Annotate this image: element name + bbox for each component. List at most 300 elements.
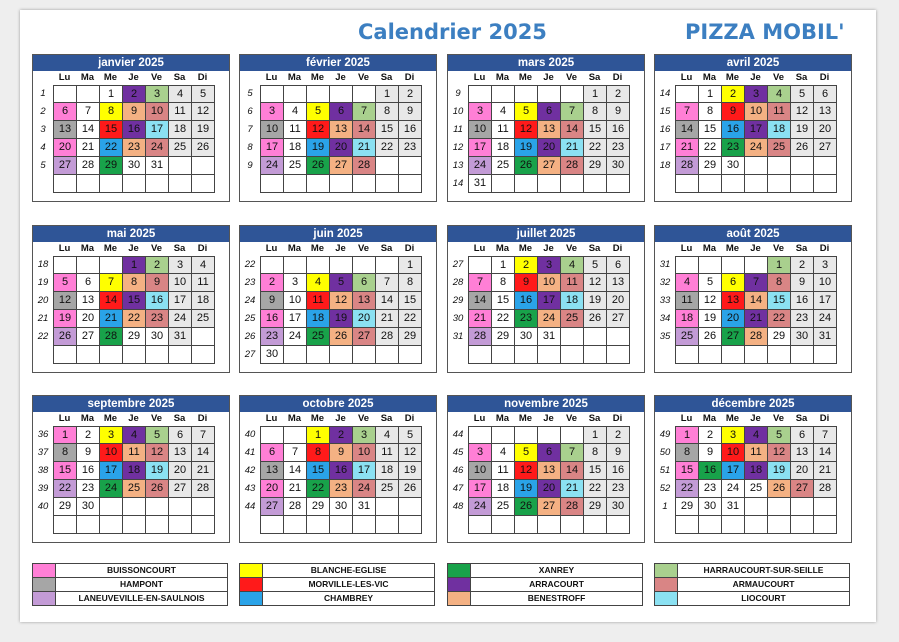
day-cell[interactable]: 19 <box>192 121 215 139</box>
day-cell[interactable]: 28 <box>353 157 376 175</box>
day-cell[interactable]: 4 <box>492 103 515 121</box>
day-cell[interactable]: 11 <box>675 292 699 310</box>
day-cell[interactable]: 9 <box>722 103 745 121</box>
day-cell[interactable]: 18 <box>745 462 768 480</box>
day-cell[interactable]: 5 <box>307 103 330 121</box>
day-cell[interactable]: 8 <box>100 103 123 121</box>
day-cell[interactable]: 24 <box>353 480 376 498</box>
day-cell[interactable]: 1 <box>399 256 422 274</box>
day-cell[interactable]: 30 <box>515 328 538 346</box>
day-cell[interactable]: 9 <box>77 444 100 462</box>
day-cell[interactable]: 18 <box>561 292 584 310</box>
day-cell[interactable]: 14 <box>192 444 215 462</box>
day-cell[interactable]: 3 <box>146 85 169 103</box>
day-cell[interactable]: 25 <box>675 328 699 346</box>
day-cell[interactable]: 6 <box>722 274 745 292</box>
day-cell[interactable]: 8 <box>376 103 399 121</box>
day-cell[interactable]: 2 <box>699 426 722 444</box>
day-cell[interactable]: 2 <box>791 256 814 274</box>
day-cell[interactable]: 15 <box>584 121 607 139</box>
day-cell[interactable]: 21 <box>192 462 215 480</box>
day-cell[interactable]: 23 <box>260 328 284 346</box>
day-cell[interactable]: 28 <box>561 498 584 516</box>
day-cell[interactable]: 2 <box>146 256 169 274</box>
day-cell[interactable]: 30 <box>330 498 353 516</box>
day-cell[interactable]: 9 <box>330 444 353 462</box>
day-cell[interactable]: 12 <box>699 292 722 310</box>
day-cell[interactable]: 21 <box>77 139 100 157</box>
day-cell[interactable]: 15 <box>53 462 77 480</box>
day-cell[interactable]: 7 <box>284 444 307 462</box>
day-cell[interactable]: 16 <box>722 121 745 139</box>
day-cell[interactable]: 11 <box>284 121 307 139</box>
day-cell[interactable]: 22 <box>492 310 515 328</box>
day-cell[interactable]: 26 <box>515 498 538 516</box>
day-cell[interactable]: 26 <box>53 328 77 346</box>
day-cell[interactable]: 3 <box>284 274 307 292</box>
day-cell[interactable]: 20 <box>722 310 745 328</box>
day-cell[interactable]: 20 <box>169 462 192 480</box>
day-cell[interactable]: 25 <box>492 498 515 516</box>
day-cell[interactable]: 6 <box>77 274 100 292</box>
day-cell[interactable]: 6 <box>791 426 814 444</box>
day-cell[interactable]: 30 <box>146 328 169 346</box>
day-cell[interactable]: 14 <box>814 444 837 462</box>
day-cell[interactable]: 13 <box>722 292 745 310</box>
day-cell[interactable]: 27 <box>353 328 376 346</box>
day-cell[interactable]: 21 <box>675 139 699 157</box>
day-cell[interactable]: 21 <box>376 310 399 328</box>
day-cell[interactable]: 19 <box>791 121 814 139</box>
day-cell[interactable]: 19 <box>768 462 791 480</box>
day-cell[interactable]: 5 <box>192 85 215 103</box>
day-cell[interactable]: 30 <box>699 498 722 516</box>
day-cell[interactable]: 27 <box>607 310 630 328</box>
day-cell[interactable]: 21 <box>100 310 123 328</box>
day-cell[interactable]: 8 <box>584 444 607 462</box>
day-cell[interactable]: 3 <box>468 103 492 121</box>
day-cell[interactable]: 25 <box>192 310 215 328</box>
day-cell[interactable]: 8 <box>768 274 791 292</box>
day-cell[interactable]: 10 <box>353 444 376 462</box>
day-cell[interactable]: 6 <box>607 256 630 274</box>
day-cell[interactable]: 6 <box>814 85 837 103</box>
day-cell[interactable]: 10 <box>814 274 837 292</box>
day-cell[interactable]: 14 <box>77 121 100 139</box>
day-cell[interactable]: 13 <box>791 444 814 462</box>
day-cell[interactable]: 11 <box>192 274 215 292</box>
day-cell[interactable]: 8 <box>53 444 77 462</box>
day-cell[interactable]: 21 <box>353 139 376 157</box>
day-cell[interactable]: 28 <box>814 480 837 498</box>
day-cell[interactable]: 10 <box>100 444 123 462</box>
day-cell[interactable]: 17 <box>100 462 123 480</box>
day-cell[interactable]: 10 <box>260 121 284 139</box>
day-cell[interactable]: 24 <box>169 310 192 328</box>
day-cell[interactable]: 11 <box>768 103 791 121</box>
day-cell[interactable]: 12 <box>515 462 538 480</box>
day-cell[interactable]: 30 <box>260 346 284 364</box>
day-cell[interactable]: 12 <box>399 444 422 462</box>
day-cell[interactable]: 17 <box>814 292 837 310</box>
day-cell[interactable]: 28 <box>468 328 492 346</box>
day-cell[interactable]: 26 <box>330 328 353 346</box>
day-cell[interactable]: 10 <box>468 462 492 480</box>
day-cell[interactable]: 29 <box>675 498 699 516</box>
day-cell[interactable]: 31 <box>353 498 376 516</box>
day-cell[interactable]: 28 <box>376 328 399 346</box>
day-cell[interactable]: 9 <box>399 103 422 121</box>
day-cell[interactable]: 3 <box>169 256 192 274</box>
day-cell[interactable]: 21 <box>468 310 492 328</box>
day-cell[interactable]: 13 <box>260 462 284 480</box>
day-cell[interactable]: 4 <box>169 85 192 103</box>
day-cell[interactable]: 7 <box>675 103 699 121</box>
day-cell[interactable]: 9 <box>260 292 284 310</box>
day-cell[interactable]: 25 <box>492 157 515 175</box>
day-cell[interactable]: 11 <box>169 103 192 121</box>
day-cell[interactable]: 25 <box>768 139 791 157</box>
day-cell[interactable]: 12 <box>791 103 814 121</box>
day-cell[interactable]: 30 <box>123 157 146 175</box>
day-cell[interactable]: 28 <box>675 157 699 175</box>
day-cell[interactable]: 18 <box>768 121 791 139</box>
day-cell[interactable]: 26 <box>791 139 814 157</box>
day-cell[interactable]: 19 <box>399 462 422 480</box>
day-cell[interactable]: 17 <box>722 462 745 480</box>
day-cell[interactable]: 20 <box>814 121 837 139</box>
day-cell[interactable]: 23 <box>399 139 422 157</box>
day-cell[interactable]: 28 <box>284 498 307 516</box>
day-cell[interactable]: 15 <box>675 462 699 480</box>
day-cell[interactable]: 18 <box>123 462 146 480</box>
day-cell[interactable]: 30 <box>607 498 630 516</box>
day-cell[interactable]: 1 <box>123 256 146 274</box>
day-cell[interactable]: 22 <box>307 480 330 498</box>
day-cell[interactable]: 11 <box>492 462 515 480</box>
day-cell[interactable]: 12 <box>515 121 538 139</box>
day-cell[interactable]: 13 <box>53 121 77 139</box>
day-cell[interactable]: 6 <box>330 103 353 121</box>
day-cell[interactable]: 26 <box>584 310 607 328</box>
day-cell[interactable]: 7 <box>353 103 376 121</box>
day-cell[interactable]: 25 <box>376 480 399 498</box>
day-cell[interactable]: 4 <box>675 274 699 292</box>
day-cell[interactable]: 13 <box>538 121 561 139</box>
day-cell[interactable]: 10 <box>722 444 745 462</box>
day-cell[interactable]: 26 <box>768 480 791 498</box>
day-cell[interactable]: 16 <box>607 462 630 480</box>
day-cell[interactable]: 27 <box>538 498 561 516</box>
day-cell[interactable]: 18 <box>376 462 399 480</box>
day-cell[interactable]: 25 <box>123 480 146 498</box>
day-cell[interactable]: 17 <box>260 139 284 157</box>
day-cell[interactable]: 22 <box>399 310 422 328</box>
day-cell[interactable]: 21 <box>284 480 307 498</box>
day-cell[interactable]: 15 <box>307 462 330 480</box>
day-cell[interactable]: 19 <box>330 310 353 328</box>
day-cell[interactable]: 7 <box>468 274 492 292</box>
day-cell[interactable]: 3 <box>100 426 123 444</box>
day-cell[interactable]: 3 <box>745 85 768 103</box>
day-cell[interactable]: 25 <box>307 328 330 346</box>
day-cell[interactable]: 15 <box>584 462 607 480</box>
day-cell[interactable]: 28 <box>100 328 123 346</box>
day-cell[interactable]: 23 <box>146 310 169 328</box>
day-cell[interactable]: 17 <box>284 310 307 328</box>
day-cell[interactable]: 10 <box>146 103 169 121</box>
day-cell[interactable]: 18 <box>192 292 215 310</box>
day-cell[interactable]: 23 <box>699 480 722 498</box>
day-cell[interactable]: 19 <box>146 462 169 480</box>
day-cell[interactable]: 23 <box>77 480 100 498</box>
day-cell[interactable]: 20 <box>53 139 77 157</box>
day-cell[interactable]: 2 <box>607 426 630 444</box>
day-cell[interactable]: 12 <box>192 103 215 121</box>
day-cell[interactable]: 15 <box>100 121 123 139</box>
day-cell[interactable]: 24 <box>814 310 837 328</box>
day-cell[interactable]: 4 <box>492 444 515 462</box>
day-cell[interactable]: 3 <box>468 444 492 462</box>
day-cell[interactable]: 28 <box>745 328 768 346</box>
day-cell[interactable]: 15 <box>123 292 146 310</box>
day-cell[interactable]: 1 <box>584 426 607 444</box>
day-cell[interactable]: 27 <box>791 480 814 498</box>
day-cell[interactable]: 9 <box>607 444 630 462</box>
day-cell[interactable]: 15 <box>376 121 399 139</box>
day-cell[interactable]: 19 <box>307 139 330 157</box>
day-cell[interactable]: 23 <box>515 310 538 328</box>
day-cell[interactable]: 8 <box>492 274 515 292</box>
day-cell[interactable]: 4 <box>284 103 307 121</box>
day-cell[interactable]: 22 <box>584 480 607 498</box>
day-cell[interactable]: 13 <box>814 103 837 121</box>
day-cell[interactable]: 24 <box>260 157 284 175</box>
day-cell[interactable]: 26 <box>146 480 169 498</box>
day-cell[interactable]: 22 <box>100 139 123 157</box>
day-cell[interactable]: 24 <box>284 328 307 346</box>
day-cell[interactable]: 2 <box>77 426 100 444</box>
day-cell[interactable]: 7 <box>745 274 768 292</box>
day-cell[interactable]: 24 <box>722 480 745 498</box>
day-cell[interactable]: 23 <box>330 480 353 498</box>
day-cell[interactable]: 4 <box>745 426 768 444</box>
day-cell[interactable]: 27 <box>814 139 837 157</box>
day-cell[interactable]: 24 <box>146 139 169 157</box>
day-cell[interactable]: 24 <box>468 157 492 175</box>
day-cell[interactable]: 22 <box>584 139 607 157</box>
day-cell[interactable]: 4 <box>376 426 399 444</box>
day-cell[interactable]: 30 <box>77 498 100 516</box>
day-cell[interactable]: 31 <box>722 498 745 516</box>
day-cell[interactable]: 5 <box>146 426 169 444</box>
day-cell[interactable]: 2 <box>330 426 353 444</box>
day-cell[interactable]: 12 <box>584 274 607 292</box>
day-cell[interactable]: 8 <box>307 444 330 462</box>
day-cell[interactable]: 18 <box>492 480 515 498</box>
day-cell[interactable]: 29 <box>768 328 791 346</box>
day-cell[interactable]: 16 <box>77 462 100 480</box>
day-cell[interactable]: 11 <box>492 121 515 139</box>
day-cell[interactable]: 23 <box>607 480 630 498</box>
day-cell[interactable]: 26 <box>699 328 722 346</box>
day-cell[interactable]: 3 <box>260 103 284 121</box>
day-cell[interactable]: 14 <box>284 462 307 480</box>
day-cell[interactable]: 8 <box>699 103 722 121</box>
day-cell[interactable]: 1 <box>53 426 77 444</box>
day-cell[interactable]: 19 <box>699 310 722 328</box>
day-cell[interactable]: 7 <box>100 274 123 292</box>
day-cell[interactable]: 22 <box>675 480 699 498</box>
day-cell[interactable]: 7 <box>561 444 584 462</box>
day-cell[interactable]: 17 <box>169 292 192 310</box>
day-cell[interactable]: 9 <box>607 103 630 121</box>
day-cell[interactable]: 2 <box>123 85 146 103</box>
day-cell[interactable]: 6 <box>53 103 77 121</box>
day-cell[interactable]: 31 <box>468 175 492 193</box>
day-cell[interactable]: 19 <box>515 139 538 157</box>
day-cell[interactable]: 8 <box>584 103 607 121</box>
day-cell[interactable]: 9 <box>791 274 814 292</box>
day-cell[interactable]: 30 <box>791 328 814 346</box>
day-cell[interactable]: 17 <box>468 480 492 498</box>
day-cell[interactable]: 29 <box>307 498 330 516</box>
day-cell[interactable]: 29 <box>53 498 77 516</box>
day-cell[interactable]: 1 <box>768 256 791 274</box>
day-cell[interactable]: 31 <box>814 328 837 346</box>
day-cell[interactable]: 23 <box>722 139 745 157</box>
day-cell[interactable]: 7 <box>376 274 399 292</box>
day-cell[interactable]: 16 <box>399 121 422 139</box>
day-cell[interactable]: 29 <box>584 498 607 516</box>
day-cell[interactable]: 9 <box>123 103 146 121</box>
day-cell[interactable]: 16 <box>123 121 146 139</box>
day-cell[interactable]: 29 <box>399 328 422 346</box>
day-cell[interactable]: 22 <box>53 480 77 498</box>
day-cell[interactable]: 30 <box>722 157 745 175</box>
day-cell[interactable]: 25 <box>284 157 307 175</box>
day-cell[interactable]: 24 <box>100 480 123 498</box>
day-cell[interactable]: 21 <box>561 139 584 157</box>
day-cell[interactable]: 23 <box>607 139 630 157</box>
day-cell[interactable]: 18 <box>169 121 192 139</box>
day-cell[interactable]: 8 <box>399 274 422 292</box>
day-cell[interactable]: 22 <box>768 310 791 328</box>
day-cell[interactable]: 26 <box>307 157 330 175</box>
day-cell[interactable]: 9 <box>699 444 722 462</box>
day-cell[interactable]: 6 <box>260 444 284 462</box>
day-cell[interactable]: 24 <box>468 498 492 516</box>
day-cell[interactable]: 11 <box>745 444 768 462</box>
day-cell[interactable]: 5 <box>515 103 538 121</box>
day-cell[interactable]: 20 <box>330 139 353 157</box>
day-cell[interactable]: 16 <box>791 292 814 310</box>
day-cell[interactable]: 10 <box>169 274 192 292</box>
day-cell[interactable]: 1 <box>675 426 699 444</box>
day-cell[interactable]: 14 <box>376 292 399 310</box>
day-cell[interactable]: 20 <box>791 462 814 480</box>
day-cell[interactable]: 1 <box>100 85 123 103</box>
day-cell[interactable]: 10 <box>745 103 768 121</box>
day-cell[interactable]: 10 <box>284 292 307 310</box>
day-cell[interactable]: 10 <box>538 274 561 292</box>
day-cell[interactable]: 13 <box>607 274 630 292</box>
day-cell[interactable]: 24 <box>538 310 561 328</box>
day-cell[interactable]: 18 <box>675 310 699 328</box>
day-cell[interactable]: 16 <box>146 292 169 310</box>
day-cell[interactable]: 29 <box>584 157 607 175</box>
day-cell[interactable]: 26 <box>192 139 215 157</box>
day-cell[interactable]: 29 <box>492 328 515 346</box>
day-cell[interactable]: 7 <box>814 426 837 444</box>
day-cell[interactable]: 21 <box>745 310 768 328</box>
day-cell[interactable]: 16 <box>260 310 284 328</box>
day-cell[interactable]: 22 <box>699 139 722 157</box>
day-cell[interactable]: 6 <box>353 274 376 292</box>
day-cell[interactable]: 5 <box>699 274 722 292</box>
day-cell[interactable]: 11 <box>376 444 399 462</box>
day-cell[interactable]: 5 <box>53 274 77 292</box>
day-cell[interactable]: 5 <box>584 256 607 274</box>
day-cell[interactable]: 20 <box>77 310 100 328</box>
day-cell[interactable]: 20 <box>538 480 561 498</box>
day-cell[interactable]: 5 <box>768 426 791 444</box>
day-cell[interactable]: 25 <box>745 480 768 498</box>
day-cell[interactable]: 2 <box>399 85 422 103</box>
day-cell[interactable]: 1 <box>699 85 722 103</box>
day-cell[interactable]: 26 <box>399 480 422 498</box>
day-cell[interactable]: 17 <box>353 462 376 480</box>
day-cell[interactable]: 16 <box>699 462 722 480</box>
day-cell[interactable]: 27 <box>538 157 561 175</box>
day-cell[interactable]: 9 <box>146 274 169 292</box>
day-cell[interactable]: 3 <box>722 426 745 444</box>
day-cell[interactable]: 15 <box>399 292 422 310</box>
day-cell[interactable]: 4 <box>192 256 215 274</box>
day-cell[interactable]: 13 <box>77 292 100 310</box>
day-cell[interactable]: 20 <box>607 292 630 310</box>
day-cell[interactable]: 12 <box>146 444 169 462</box>
day-cell[interactable]: 20 <box>538 139 561 157</box>
day-cell[interactable]: 15 <box>492 292 515 310</box>
day-cell[interactable]: 5 <box>515 444 538 462</box>
day-cell[interactable]: 8 <box>675 444 699 462</box>
day-cell[interactable]: 8 <box>123 274 146 292</box>
day-cell[interactable]: 14 <box>675 121 699 139</box>
day-cell[interactable]: 18 <box>284 139 307 157</box>
day-cell[interactable]: 3 <box>538 256 561 274</box>
day-cell[interactable]: 6 <box>538 103 561 121</box>
day-cell[interactable]: 1 <box>492 256 515 274</box>
day-cell[interactable]: 18 <box>307 310 330 328</box>
day-cell[interactable]: 14 <box>745 292 768 310</box>
day-cell[interactable]: 27 <box>53 157 77 175</box>
day-cell[interactable]: 2 <box>607 85 630 103</box>
day-cell[interactable]: 29 <box>123 328 146 346</box>
day-cell[interactable]: 6 <box>169 426 192 444</box>
day-cell[interactable]: 21 <box>814 462 837 480</box>
day-cell[interactable]: 7 <box>192 426 215 444</box>
day-cell[interactable]: 27 <box>330 157 353 175</box>
day-cell[interactable]: 20 <box>260 480 284 498</box>
day-cell[interactable]: 28 <box>192 480 215 498</box>
day-cell[interactable]: 14 <box>468 292 492 310</box>
day-cell[interactable]: 16 <box>330 462 353 480</box>
day-cell[interactable]: 2 <box>515 256 538 274</box>
day-cell[interactable]: 10 <box>468 121 492 139</box>
day-cell[interactable]: 25 <box>169 139 192 157</box>
day-cell[interactable]: 12 <box>330 292 353 310</box>
